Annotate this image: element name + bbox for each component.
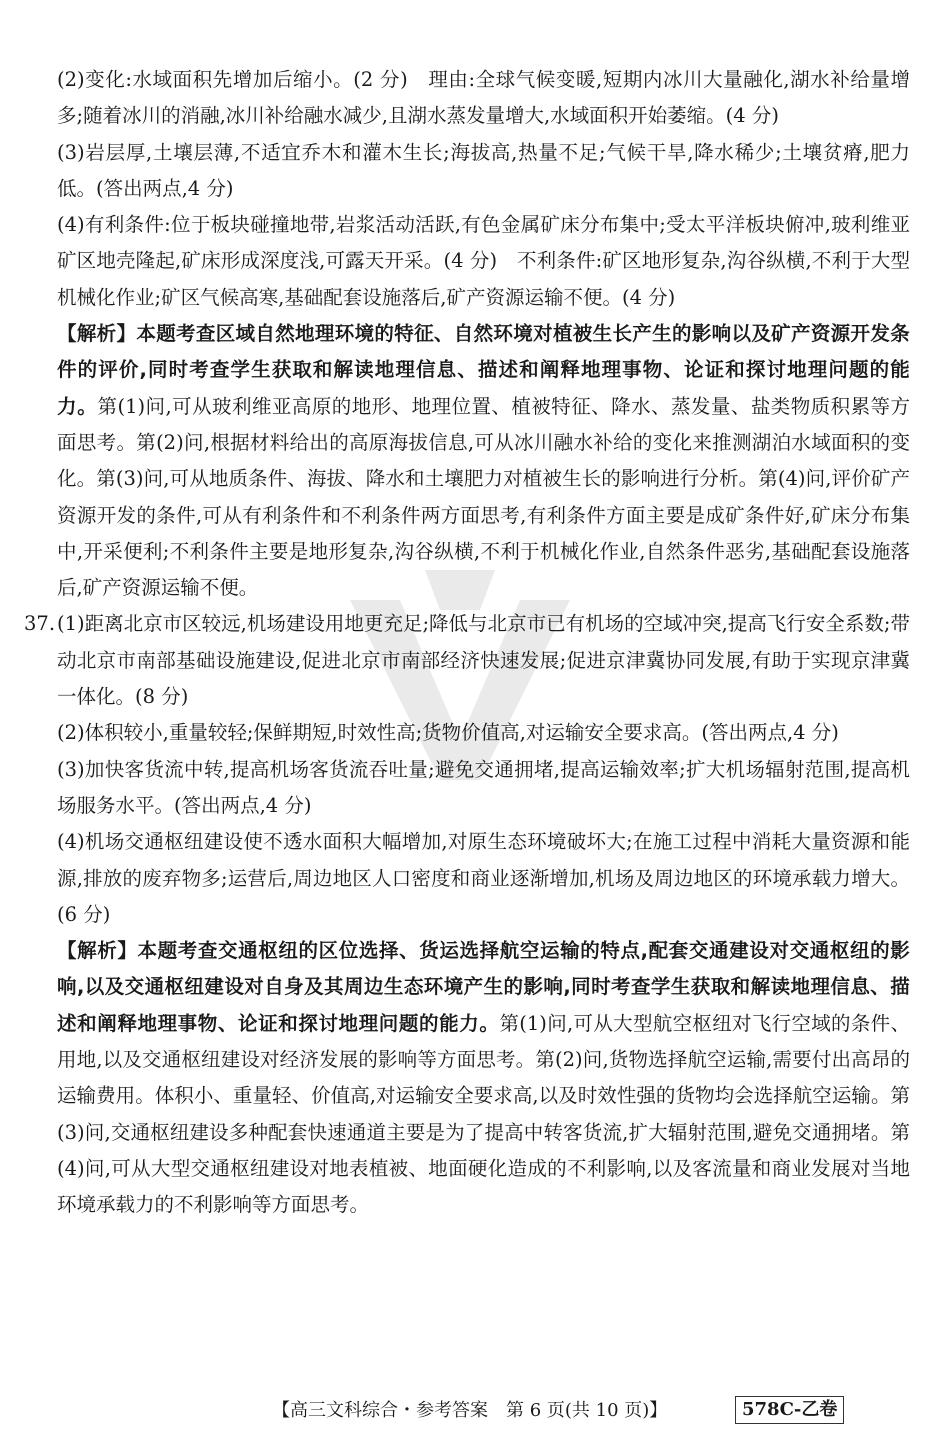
- analysis-36-body: 第(1)问,可从玻利维亚高原的地形、地理位置、植被特征、降水、蒸发量、盐类物质积累等方面思考。第(2)问,根据材料给出的高原海拔信息,可从冰川融水补给的变化来推测湖泊水域面积的变化。第(3)问,可从地质条件、海拔、降水和土壤肥力对植被生长的影响进行分析。第(4)问,评价矿产资源开发的条件,可从有利条件和不利条件两方面思考,有利条件方面主要是成矿条件好,矿床分布集中,开采便利;不利条件主要是地形复杂,沟谷纵横,不利于机械化作业,自然条件恶劣,基础配套设施落后,矿产资源运输不便。: [57, 394, 910, 600]
- analysis-37-heading: 【解析】本题考查交通枢纽的区位选择、货运选择航空运输的特点,配套交通建设对交通枢纽的影响,以及交通枢纽建设对自身及其周边生态环境产生的影响,同时考查学生获取和解读地理信息、描述和阐释地理事物、论证和探讨地理问题的能力。: [57, 939, 910, 1035]
- answer-36-3: (3)岩层厚,土壤层薄,不适宜乔木和灌木生长;海拔高,热量不足;气候干旱,降水稀少;土壤贫瘠,肥力低。(答出两点,4 分): [57, 140, 910, 200]
- answer-content: [24, 62, 910, 1224]
- footer-page-info: 【高三文科综合・参考答案 第 6 页(共 10 页)】: [272, 1400, 668, 1421]
- analysis-37: [57, 933, 910, 1223]
- answer-37-1: [24, 606, 910, 715]
- analysis-37-body: 第(1)问,可从大型航空枢纽对飞行空域的条件、用地,以及交通枢纽建设对经济发展的影响等方面思考。第(2)问,货物选择航空运输,需要付出高昂的运输费用。体积小、重量轻、价值高,对运输安全要求高,以及时效性强的货物均会选择航空运输。第(3)问,交通枢纽建设多种配套快速通道主要是为了提高中转客货流,扩大辐射范围,避免交通拥堵。第(4)问,可从大型交通枢纽建设对地表植被、地面硬化造成的不利影响,以及客流量和商业发展对当地环境承载力的不利影响等方面思考。: [57, 1011, 910, 1217]
- answer-36-4: (4)有利条件:位于板块碰撞地带,岩浆活动活跃,有色金属矿床分布集中;受太平洋板块俯冲,玻利维亚矿区地壳隆起,矿床形成深度浅,可露天开采。(4 分) 不利条件:矿区地形复杂,沟谷纵横,不利于大型机械化作业;矿区气候高寒,基础配套设施落后,矿产资源运输不便。(4 分): [57, 213, 910, 309]
- analysis-36-heading: 【解析】本题考查区域自然地理环境的特征、自然环境对植被生长产生的影响以及矿产资源开发条件的评价,同时考查学生获取和解读地理信息、描述和阐释地理事物、论证和探讨地理问题的能力。: [57, 322, 910, 418]
- answer-37-4: (4)机场交通枢纽建设使不透水面积大幅增加,对原生态环境破坏大;在施工过程中消耗大量资源和能源,排放的废弃物多;运营后,周边地区人口密度和商业逐渐增加,机场及周边地区的环境承载力增大。(6 分): [57, 830, 910, 926]
- answer-37-1-text: (1)距离北京市区较远,机场建设用地更充足;降低与北京市已有机场的空域冲突,提高飞行安全系数;带动北京市南部基础设施建设,促进北京市南部经济快速发展;促进京津冀协同发展,有助于实现京津冀一体化。(8 分): [57, 612, 910, 709]
- page-footer: [0, 1396, 933, 1426]
- answer-37-2: (2)体积较小,重量较轻;保鲜期短,时效性高;货物价值高,对运输安全要求高。(答出两点,4 分): [57, 721, 839, 745]
- answer-36-2: (2)变化:水域面积先增加后缩小。(2 分) 理由:全球气候变暖,短期内冰川大量融化,湖水补给量增多;随着冰川的消融,冰川补给融水减少,且湖水蒸发量增大,水域面积开始萎缩。(4 分): [57, 68, 910, 128]
- analysis-36: [57, 316, 910, 606]
- footer-paper-code: 578C-乙卷: [735, 1396, 844, 1424]
- answer-37-3: (3)加快客货流中转,提高机场客货流吞吐量;避免交通拥堵,提高运输效率;扩大机场辐射范围,提高机场服务水平。(答出两点,4 分): [57, 757, 910, 817]
- question-number-37: 37.: [24, 612, 56, 636]
